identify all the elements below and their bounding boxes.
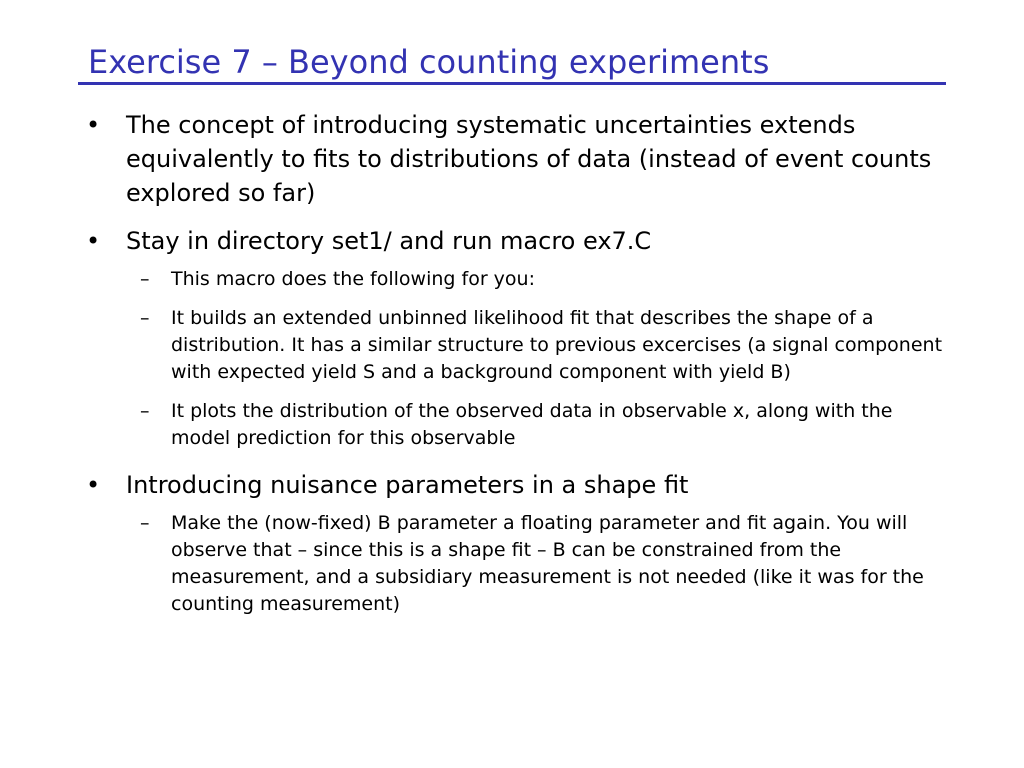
sub-item-text: Make the (now-fixed) B parameter a floating parameter and fit again. You will observe that – since this is a shape fit – B can be constrained from the measurement, and a subsidiary measurement is not needed (like it was for the counting measurement) [171, 512, 924, 615]
sub-item [126, 510, 957, 618]
sub-item [126, 398, 957, 452]
dash-icon: – [140, 400, 150, 422]
dash-icon: – [140, 268, 150, 290]
title-underline [78, 82, 946, 85]
bullet-item [80, 468, 960, 502]
bullet-item [80, 224, 960, 258]
bullet-text: The concept of introducing systematic uncertainties extends equivalently to fits to distributions of data (instead of event counts explored so far) [126, 111, 932, 207]
sub-list [80, 266, 960, 452]
bullet-text: Stay in directory set1/ and run macro ex7.C [126, 227, 652, 255]
sub-item-text: This macro does the following for you: [171, 268, 535, 290]
sub-item-text: It builds an extended unbinned likelihood fit that describes the shape of a distribution. It has a similar structure to previous excercises (a signal component with expected yield S and a background component with yield B) [171, 307, 943, 383]
bullet-dot-icon: • [86, 227, 101, 255]
bullet-dot-icon: • [86, 111, 101, 139]
bullet-dot-icon: • [86, 471, 101, 499]
slide-title: Exercise 7 – Beyond counting experiments [88, 43, 770, 81]
bullet-item [80, 108, 960, 210]
sub-list [80, 510, 960, 618]
dash-icon: – [140, 307, 150, 329]
sub-item-text: It plots the distribution of the observed data in observable x, along with the model prediction for this observable [171, 400, 893, 449]
bullet-text: Introducing nuisance parameters in a shape fit [126, 471, 689, 499]
sub-item [126, 305, 957, 386]
sub-item [126, 266, 957, 293]
dash-icon: – [140, 512, 150, 534]
slide-content [80, 108, 960, 630]
